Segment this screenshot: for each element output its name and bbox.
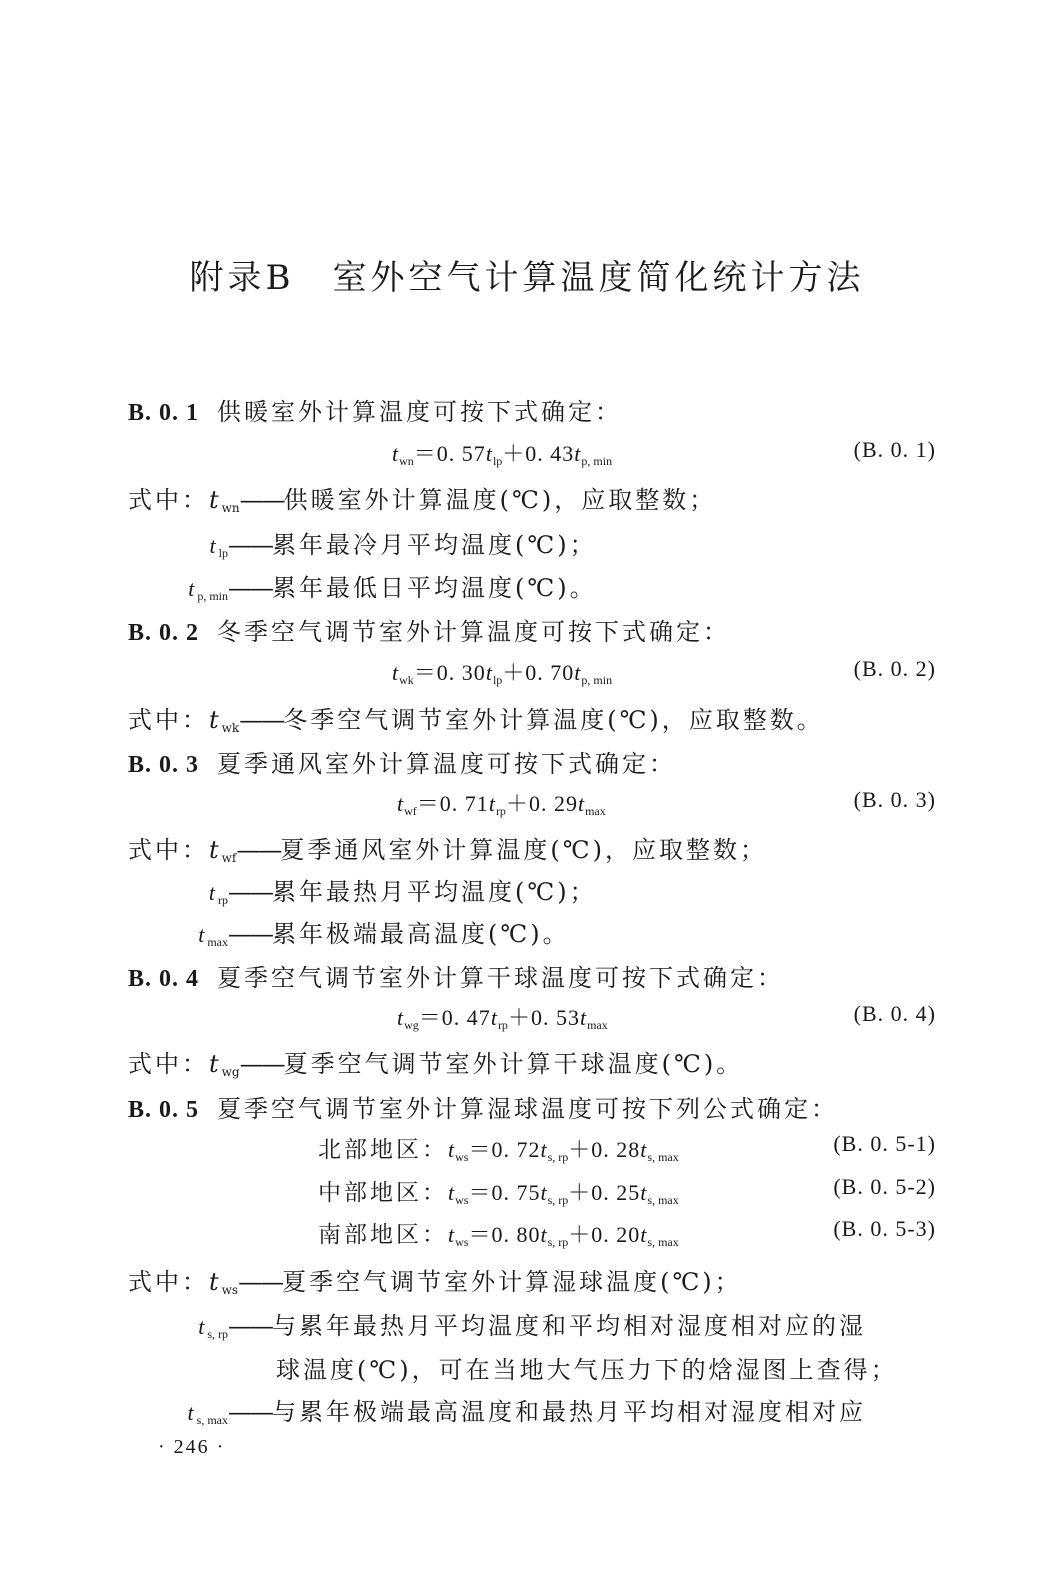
appendix-title: 附录B 室外空气计算温度简化统计方法 xyxy=(189,258,865,298)
equation-number: (B. 0. 4) xyxy=(853,1001,936,1026)
equation-number: (B. 0. 1) xyxy=(853,437,936,462)
equation-b-0-5-2: 中部地区：$t_{ws}=0$. $75t_{s, rp}+0$. $25t_{s, max}$ xyxy=(318,1180,679,1207)
section-text: 夏季通风室外计算温度可按下式确定： xyxy=(217,750,677,778)
section-text: 冬季空气调节室外计算温度可按下式确定： xyxy=(217,618,731,646)
where-line: $t_{rp}——$累年最热月平均温度(℃)； xyxy=(208,878,597,907)
equation-b-0-4: $t_{wg}=0$. $47t_{rp}+0$. $53t_{max}$ xyxy=(397,1005,608,1032)
where-line-continuation: 球温度(℃)，可在当地大气压力下的焓湿图上查得； xyxy=(276,1356,898,1384)
section-b-0-4 xyxy=(128,958,784,993)
section-number: B. 0. 5 xyxy=(128,1097,200,1123)
section-b-0-1 xyxy=(128,392,622,427)
equation-b-0-2: $t_{wk}=0$. $30t_{lp}+0$. $70t_{p, min}$ xyxy=(392,660,613,687)
equation-b-0-5-3: 南部地区：$t_{ws}=0$. $80t_{s, rp}+0$. $20t_{s, max}$ xyxy=(318,1222,679,1249)
equation-b-0-1: $t_{wn}=0$. $57t_{lp}+0$. $43t_{p, min}$ xyxy=(392,441,613,468)
where-line: $t_{s, max}——$与累年极端最高温度和最热月平均相对湿度相对应 xyxy=(187,1398,866,1427)
where-line: 式中：$t_{wk}——$冬季空气调节室外计算温度(℃)，应取整数。 xyxy=(128,706,824,735)
section-number: B. 0. 3 xyxy=(128,752,200,778)
where-line: 式中：$t_{wg}——$夏季空气调节室外计算干球温度(℃)。 xyxy=(128,1050,744,1079)
section-b-0-5 xyxy=(128,1089,838,1124)
section-b-0-2 xyxy=(128,612,730,647)
where-line: 式中：$t_{wf}——$夏季通风室外计算温度(℃)，应取整数； xyxy=(128,836,767,865)
equation-number: (B. 0. 3) xyxy=(853,787,936,812)
equation-b-0-5-1: 北部地区：$t_{ws}=0$. $72t_{s, rp}+0$. $28t_{s, max}$ xyxy=(318,1137,679,1164)
section-number: B. 0. 2 xyxy=(128,620,200,646)
where-line: $t_{max}——$累年极端最高温度(℃)。 xyxy=(198,920,570,949)
where-line: 式中：$t_{ws}——$夏季空气调节室外计算湿球温度(℃)； xyxy=(128,1268,742,1297)
section-text: 夏季空气调节室外计算干球温度可按下式确定： xyxy=(217,964,785,992)
where-line: $t_{lp}——$累年最冷月平均温度(℃)； xyxy=(209,531,597,560)
page-number: · 246 · xyxy=(158,1436,226,1458)
section-b-0-3 xyxy=(128,744,676,779)
where-line: 式中：$t_{wn}——$供暖室外计算温度(℃)，应取整数； xyxy=(128,486,717,515)
equation-number: (B. 0. 2) xyxy=(853,656,936,681)
equation-number: (B. 0. 5-1) xyxy=(833,1131,936,1156)
where-line: $t_{p, min}——$累年最低日平均温度(℃)。 xyxy=(188,574,597,603)
section-number: B. 0. 1 xyxy=(128,400,200,426)
section-text: 夏季空气调节室外计算湿球温度可按下列公式确定： xyxy=(217,1095,839,1123)
equation-b-0-3: $t_{wf}=0$. $71t_{rp}+0$. $29t_{max}$ xyxy=(397,791,606,818)
section-number: B. 0. 4 xyxy=(128,966,200,992)
equation-number: (B. 0. 5-3) xyxy=(833,1216,936,1241)
where-line: $t_{s, rp}——$与累年最热月平均温度和平均相对湿度相对应的湿 xyxy=(198,1312,866,1341)
equation-number: (B. 0. 5-2) xyxy=(833,1174,936,1199)
section-text: 供暖室外计算温度可按下式确定： xyxy=(217,398,623,426)
